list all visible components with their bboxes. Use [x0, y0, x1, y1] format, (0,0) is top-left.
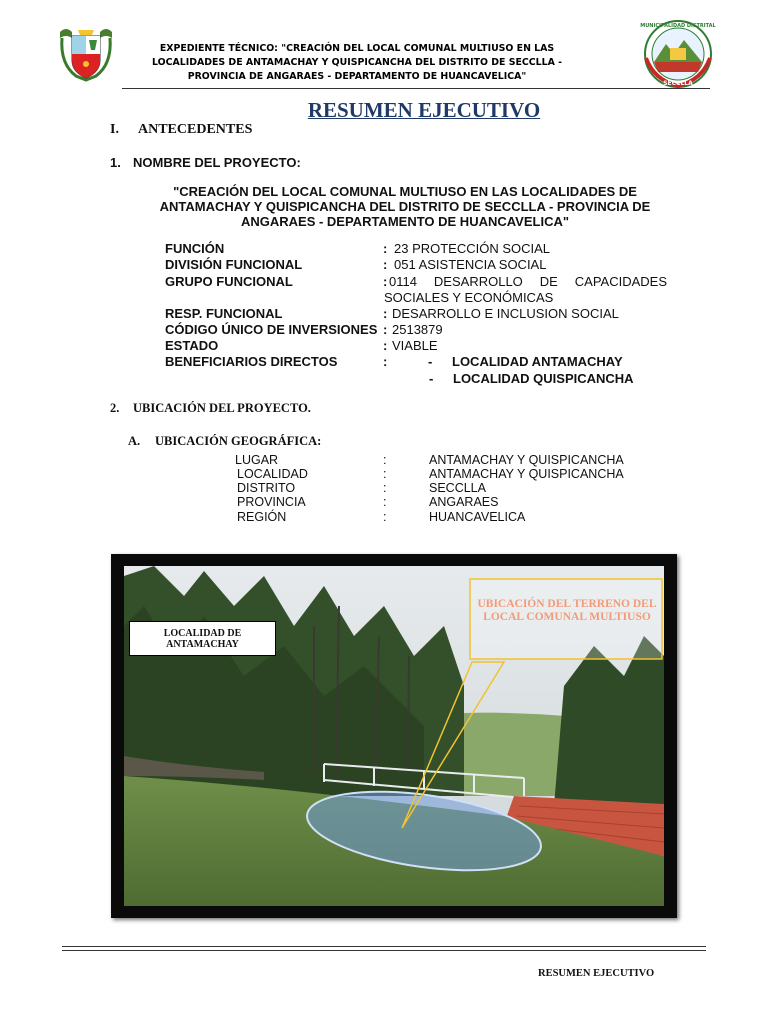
- document-title: RESUMEN EJECUTIVO: [307, 98, 541, 122]
- subsection-heading: UBICACIÓN GEOGRÁFICA:: [155, 434, 322, 448]
- beneficiary-dash: -: [428, 354, 433, 369]
- detail-label: FUNCIÓN: [165, 241, 225, 256]
- section2-number: 2.: [110, 401, 120, 415]
- geo-value: ANGARAES: [429, 495, 499, 509]
- detail-label: BENEFICIARIOS DIRECTOS: [165, 354, 338, 369]
- geo-separator: :: [383, 510, 387, 524]
- beneficiary-item: LOCALIDAD ANTAMACHAY: [452, 354, 623, 369]
- detail-value: 0114 DESARROLLO DE CAPACIDADES: [389, 274, 667, 289]
- geo-separator: :: [383, 453, 387, 467]
- municipality-seal-logo: [640, 18, 716, 90]
- detail-value: VIABLE: [392, 338, 438, 353]
- detail-label: CÓDIGO ÚNICO DE INVERSIONES: [165, 322, 378, 337]
- detail-label: DIVISIÓN FUNCIONAL: [165, 257, 303, 272]
- detail-separator: :: [383, 241, 388, 256]
- footer-label: RESUMEN EJECUTIVO: [538, 968, 655, 979]
- detail-value: DESARROLLO E INCLUSION SOCIAL: [392, 306, 619, 321]
- geo-label: REGIÓN: [237, 510, 287, 524]
- detail-label: ESTADO: [165, 338, 219, 353]
- subsection-letter: A.: [128, 434, 141, 448]
- detail-separator: :: [383, 306, 388, 321]
- geo-separator: :: [383, 467, 387, 481]
- subsection-number: 1.: [110, 155, 121, 170]
- detail-separator: :: [383, 322, 388, 337]
- header-rule: [122, 88, 710, 89]
- detail-value: 2513879: [392, 322, 443, 337]
- detail-separator: :: [383, 274, 388, 289]
- section2-heading: UBICACIÓN DEL PROYECTO.: [133, 401, 311, 415]
- detail-separator: :: [383, 338, 388, 353]
- detail-value: 051 ASISTENCIA SOCIAL: [394, 257, 547, 272]
- locality-label-box: LOCALIDAD DE ANTAMACHAY: [129, 621, 276, 656]
- detail-value-continued: SOCIALES Y ECONÓMICAS: [384, 290, 554, 305]
- detail-value: 23 PROTECCIÓN SOCIAL: [394, 241, 551, 256]
- geo-label: LUGAR: [235, 453, 279, 467]
- beneficiary-item: LOCALIDAD QUISPICANCHA: [453, 371, 634, 386]
- beneficiary-dash: -: [429, 371, 434, 386]
- geo-label: DISTRITO: [237, 481, 296, 495]
- section-numeral: I.: [110, 122, 119, 137]
- svg-text:SECCLLA: SECCLLA: [663, 80, 693, 87]
- detail-separator: :: [383, 354, 388, 369]
- geo-value: HUANCAVELICA: [429, 510, 526, 524]
- geo-label: PROVINCIA: [237, 495, 306, 509]
- svg-text:MUNICIPALIDAD DISTRITAL: MUNICIPALIDAD DISTRITAL: [640, 23, 716, 29]
- geo-value: ANTAMACHAY Y QUISPICANCHA: [429, 453, 624, 467]
- subsection-heading: NOMBRE DEL PROYECTO:: [133, 155, 301, 170]
- callout-text: UBICACIÓN DEL TERRENO DEL LOCAL COMUNAL MULTIUSO: [477, 598, 657, 623]
- detail-label: RESP. FUNCIONAL: [165, 306, 283, 321]
- peru-coat-of-arms-logo: [56, 24, 116, 84]
- geo-value: ANTAMACHAY Y QUISPICANCHA: [429, 467, 624, 481]
- geo-separator: :: [383, 481, 387, 495]
- header-title: EXPEDIENTE TÉCNICO: "CREACIÓN DEL LOCAL COMUNAL MULTIUSO EN LAS LOCALIDADES DE ANTAMACHAY Y QUISPICANCHA DEL DISTRITO DE SECCLLA - PROVINCIA DE ANGARAES - DEPARTAMENTO DE HUANCAVELICA": [151, 43, 562, 82]
- detail-separator: :: [383, 257, 388, 272]
- detail-label: GRUPO FUNCIONAL: [165, 274, 293, 289]
- section-heading: ANTECEDENTES: [138, 122, 253, 137]
- footer-rule: [62, 946, 706, 947]
- geo-value: SECCLLA: [429, 481, 486, 495]
- geo-label: LOCALIDAD: [237, 467, 308, 481]
- geo-separator: :: [383, 495, 387, 509]
- footer-rule: [62, 950, 706, 951]
- project-name: "CREACIÓN DEL LOCAL COMUNAL MULTIUSO EN LAS LOCALIDADES DE ANTAMACHAY Y QUISPICANCHA DEL DISTRITO DE SECCLLA - PROVINCIA DE ANGARAES - DEPARTAMENTO DE HUANCAVELICA": [159, 184, 651, 229]
